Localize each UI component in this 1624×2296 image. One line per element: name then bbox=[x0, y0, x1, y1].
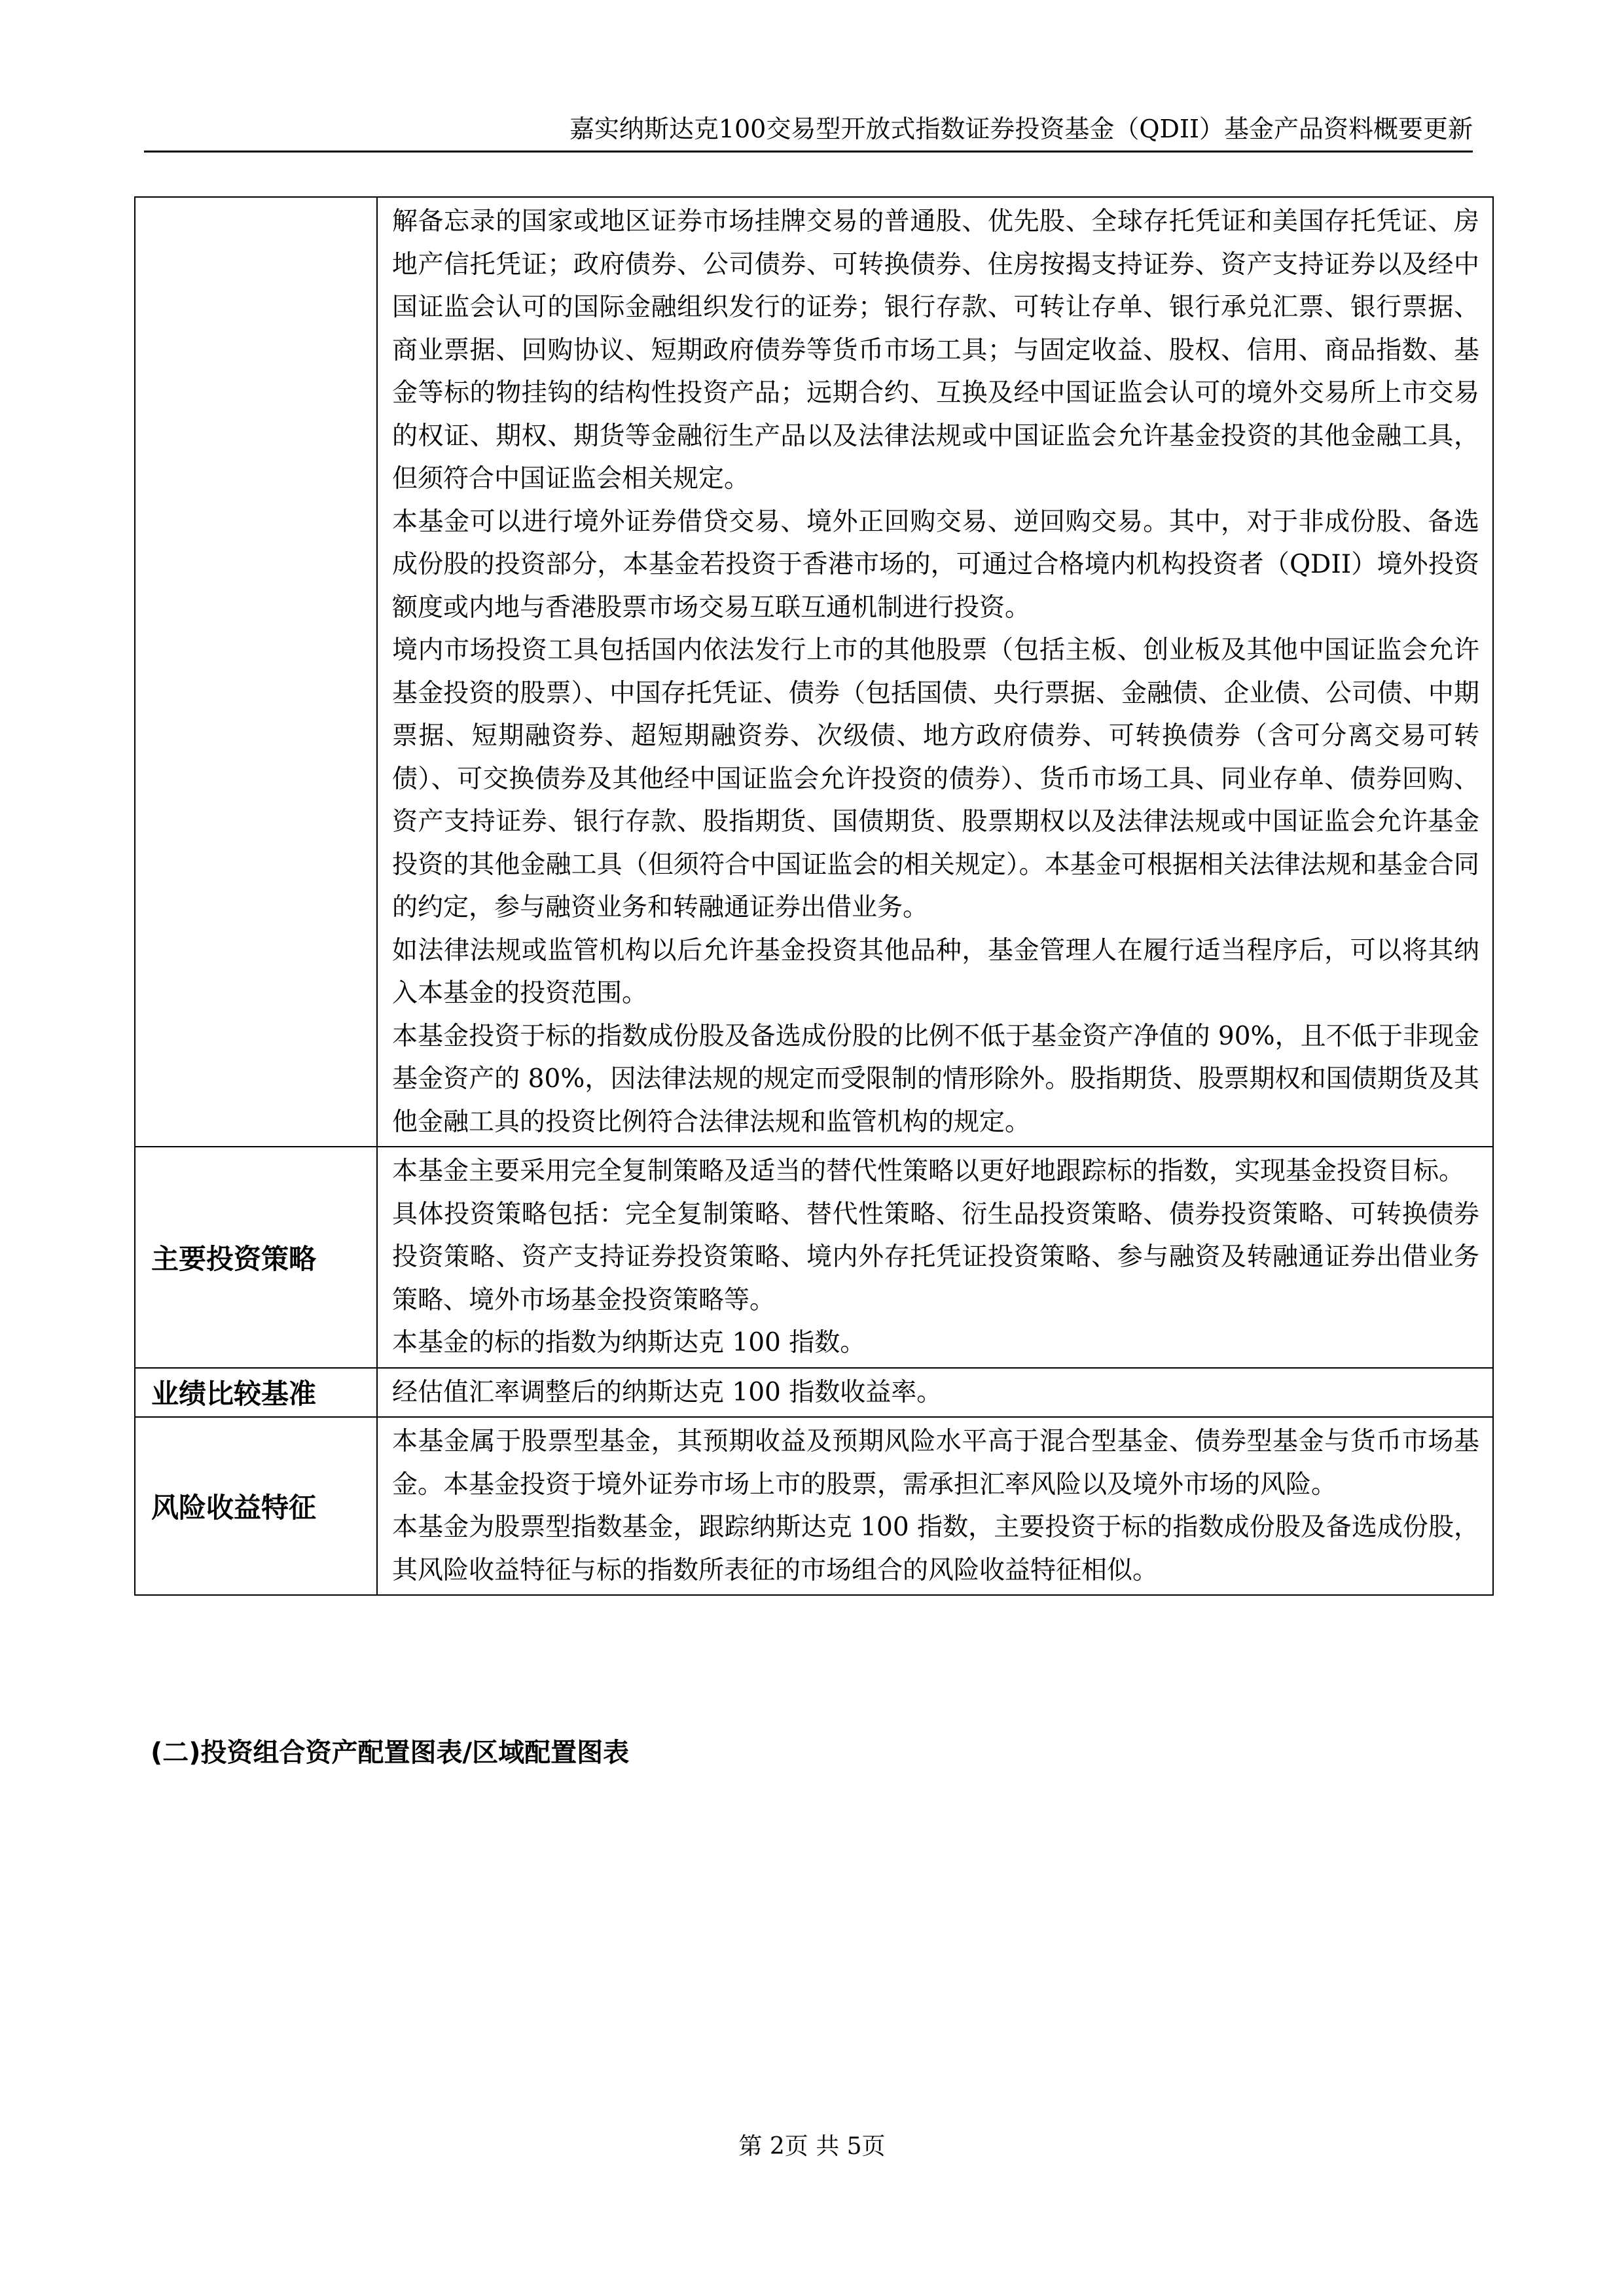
strategy-cell bbox=[377, 1147, 1493, 1368]
paragraph: 经估值汇率调整后的纳斯达克 100 指数收益率。 bbox=[392, 1377, 943, 1407]
row-label-strategy: 主要投资策略 bbox=[135, 1147, 377, 1368]
row-label-benchmark: 业绩比较基准 bbox=[135, 1368, 377, 1418]
investment-scope-cell bbox=[377, 197, 1493, 1147]
benchmark-cell bbox=[377, 1368, 1493, 1418]
paragraph: 本基金主要采用完全复制策略及适当的替代性策略以更好地跟踪标的指数，实现基金投资目标。 bbox=[392, 1157, 1465, 1186]
paragraph: 本基金投资于标的指数成份股及备选成份股的比例不低于基金资产净值的 90%，且不低于非现金基金资产的 80%，因法律法规的规定而受限制的情形除外。股指期货、股票期权和国债期货及其他金融工具的投资比例符合法律法规和监管机构的规定。 bbox=[392, 1021, 1479, 1137]
paragraph: 境内市场投资工具包括国内依法发行上市的其他股票（包括主板、创业板及其他中国证监会允许基金投资的股票）、中国存托凭证、债券（包括国债、央行票据、金融债、企业债、公司债、中期票据、短期融资券、超短期融资券、次级债、地方政府债券、可转换债券（含可分离交易可转债）、可交换债券及其他经中国证监会允许投资的债券）、货币市场工具、同业存单、债券回购、资产支持证券、银行存款、股指期货、国债期货、股票期权以及法律法规或中国证监会允许基金投资的其他金融工具（但须符合中国证监会的相关规定）。本基金可根据相关法律法规和基金合同的约定，参与融资业务和转融通证券出借业务。 bbox=[392, 636, 1479, 922]
row-label-risk: 风险收益特征 bbox=[135, 1417, 377, 1595]
table-row-strategy bbox=[135, 1147, 1493, 1368]
row-label-empty bbox=[135, 197, 377, 1147]
section-heading: (二)投资组合资产配置图表/区域配置图表 bbox=[151, 1738, 630, 1768]
paragraph: 本基金可以进行境外证券借贷交易、境外正回购交易、逆回购交易。其中，对于非成份股、备选成份股的投资部分，本基金若投资于香港市场的，可通过合格境内机构投资者（QDII）境外投资额度或内地与香港股票市场交易互联互通机制进行投资。 bbox=[392, 507, 1479, 622]
paragraph: 本基金属于股票型基金，其预期收益及预期风险水平高于混合型基金、债券型基金与货币市场基金。本基金投资于境外证券市场上市的股票，需承担汇率风险以及境外市场的风险。 bbox=[392, 1427, 1479, 1499]
paragraph: 如法律法规或监管机构以后允许基金投资其他品种，基金管理人在履行适当程序后，可以将其纳入本基金的投资范围。 bbox=[392, 935, 1479, 1008]
paragraph: 本基金的标的指数为纳斯达克 100 指数。 bbox=[392, 1328, 866, 1357]
table-row-benchmark bbox=[135, 1368, 1493, 1418]
fund-info-table bbox=[134, 196, 1494, 1596]
page-header bbox=[144, 111, 1473, 152]
paragraph: 具体投资策略包括：完全复制策略、替代性策略、衍生品投资策略、债券投资策略、可转换债券投资策略、资产支持证券投资策略、境内外存托凭证投资策略、参与融资及转融通证券出借业务策略、境外市场基金投资策略等。 bbox=[392, 1199, 1479, 1315]
table-row-investment-scope bbox=[135, 197, 1493, 1147]
header-title: 嘉实纳斯达克100交易型开放式指数证券投资基金（QDII）基金产品资料概要更新 bbox=[569, 115, 1473, 143]
page-number: 第 2页 共 5页 bbox=[738, 2133, 886, 2160]
paragraph: 本基金为股票型指数基金，跟踪纳斯达克 100 指数，主要投资于标的指数成份股及备选成份股，其风险收益特征与标的指数所表征的市场组合的风险收益特征相似。 bbox=[392, 1513, 1479, 1585]
risk-cell bbox=[377, 1417, 1493, 1595]
table-row-risk bbox=[135, 1417, 1493, 1595]
paragraph: 解备忘录的国家或地区证券市场挂牌交易的普通股、优先股、全球存托凭证和美国存托凭证、房地产信托凭证；政府债券、公司债券、可转换债券、住房按揭支持证券、资产支持证券以及经中国证监会认可的国际金融组织发行的证券；银行存款、可转让存单、银行承兑汇票、银行票据、商业票据、回购协议、短期政府债券等货币市场工具；与固定收益、股权、信用、商品指数、基金等标的物挂钩的结构性投资产品；远期合约、互换及经中国证监会认可的境外交易所上市交易的权证、期权、期货等金融衍生产品以及法律法规或中国证监会允许基金投资的其他金融工具，但须符合中国证监会相关规定。 bbox=[392, 207, 1479, 493]
